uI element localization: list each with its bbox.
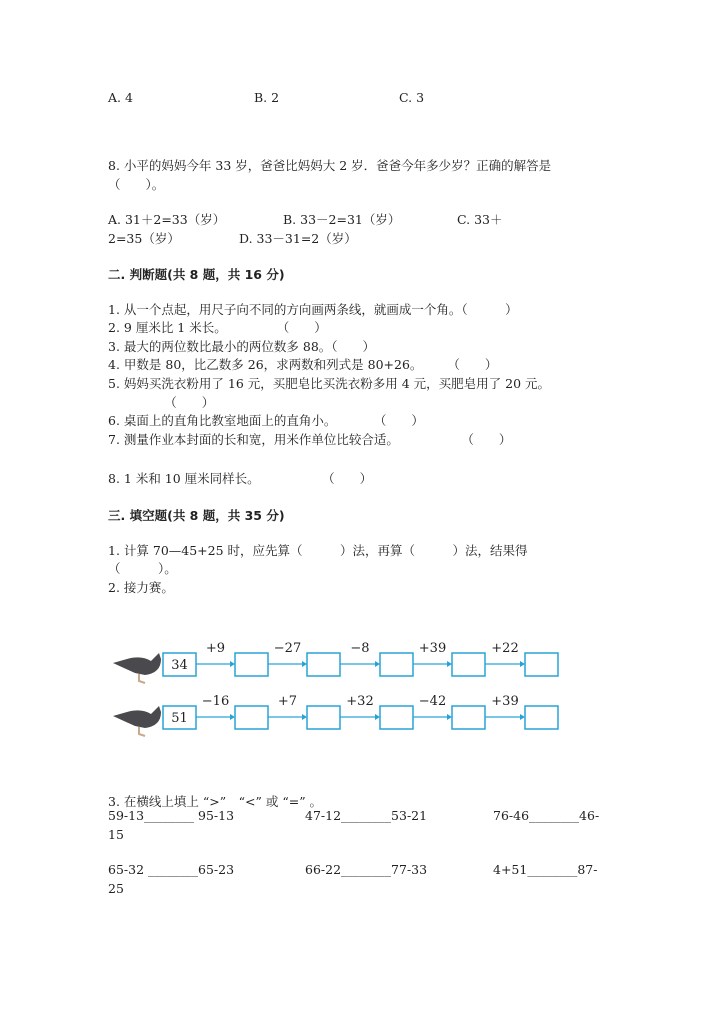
compare-item: 65-32 ________65-23 <box>108 862 235 877</box>
judge-item: 5. 妈妈买洗衣粉用了 16 元，买肥皂比买洗衣粉多用 4 元，买肥皂用了 20 元。 <box>108 376 551 391</box>
q8-blank: （ ）。 <box>108 177 165 192</box>
compare-item: 76-46________46- <box>493 808 600 823</box>
judge-item: 1. 从一个点起，用尺子向不同的方向画两条线，就画成一个角。（ ） <box>108 302 518 317</box>
compare-item: 47-12________53-21 <box>305 808 428 823</box>
section3-title: 三. 填空题(共 8 题，共 35 分) <box>108 508 285 523</box>
q7-option-a: A. 4 <box>108 90 133 105</box>
fill-q3: 3. 在横线上填上 “>” “<” 或 “=” 。 <box>108 794 323 809</box>
q8-text: 8. 小平的妈妈今年 33 岁，爸爸比妈妈大 2 岁．爸爸今年多少岁？正确的解答是 <box>108 158 552 173</box>
relay-answer-box <box>452 653 485 676</box>
relay-answer-box <box>307 706 340 729</box>
relay-answer-box <box>235 706 268 729</box>
relay-operation-label: −42 <box>418 694 447 709</box>
relay-operation-label: +32 <box>346 694 374 709</box>
relay-answer-box <box>307 653 340 676</box>
relay-operation-label: +22 <box>491 641 519 656</box>
q8-option-a: A. 31＋2=33（岁） <box>108 212 226 227</box>
fill-q1-blank: （ ）。 <box>108 561 177 576</box>
judge-item: 7. 测量作业本封面的长和宽，用米作单位比较合适。 （ ） <box>108 432 512 447</box>
q8-option-b: B. 33－2=31（岁） <box>283 212 401 227</box>
judge-item-blank: （ ） <box>108 395 215 410</box>
relay-operation-label: −8 <box>350 641 370 656</box>
pigeon-icon <box>113 653 161 683</box>
q7-option-c: C. 3 <box>399 90 425 105</box>
relay-answer-box <box>525 653 558 676</box>
judge-item: 8. 1 米和 10 厘米同样长。 （ ） <box>108 471 373 486</box>
relay-operation-label: +39 <box>491 694 519 709</box>
relay-answer-box <box>235 653 268 676</box>
fill-q1: 1. 计算 70—45+25 时，应先算（ ）法，再算（ ）法，结果得 <box>108 543 528 558</box>
judge-item: 3. 最大的两位数比最小的两位数多 88。（ ） <box>108 339 376 354</box>
q7-option-b: B. 2 <box>254 90 280 105</box>
judge-item: 2. 9 厘米比 1 米长。 （ ） <box>108 320 327 335</box>
relay-diagram <box>105 636 575 741</box>
relay-start-value: 34 <box>171 658 188 673</box>
relay-operation-label: +39 <box>418 641 447 656</box>
judge-item: 6. 桌面上的直角比教室地面上的直角小。 （ ） <box>108 413 424 428</box>
judge-item: 4. 甲数是 80，比乙数多 26，求两数和列式是 80+26。 （ ） <box>108 357 498 372</box>
q8-option-c: C. 33＋ <box>457 212 503 227</box>
section2-title: 二. 判断题(共 8 题，共 16 分) <box>108 267 285 282</box>
relay-answer-box <box>452 706 485 729</box>
relay-operation-label: −27 <box>273 641 302 656</box>
relay-answer-box <box>380 653 413 676</box>
relay-operation-label: +9 <box>205 641 226 656</box>
compare-item-wrap: 15 <box>108 827 124 842</box>
compare-item: 4+51________87- <box>493 862 598 877</box>
fill-q2: 2. 接力赛。 <box>108 580 174 595</box>
relay-operation-label: −16 <box>201 694 230 709</box>
relay-start-value: 51 <box>171 711 188 726</box>
compare-item: 66-22________77-33 <box>305 862 428 877</box>
relay-answer-box <box>380 706 413 729</box>
relay-answer-box <box>525 706 558 729</box>
pigeon-icon <box>113 706 161 736</box>
q8-option-d: D. 33－31=2（岁） <box>239 231 357 246</box>
q8-option-c-cont: 2=35（岁） <box>108 231 180 246</box>
compare-item-wrap: 25 <box>108 881 124 896</box>
compare-item: 59-13________ 95-13 <box>108 808 235 823</box>
relay-operation-label: +7 <box>277 694 298 709</box>
